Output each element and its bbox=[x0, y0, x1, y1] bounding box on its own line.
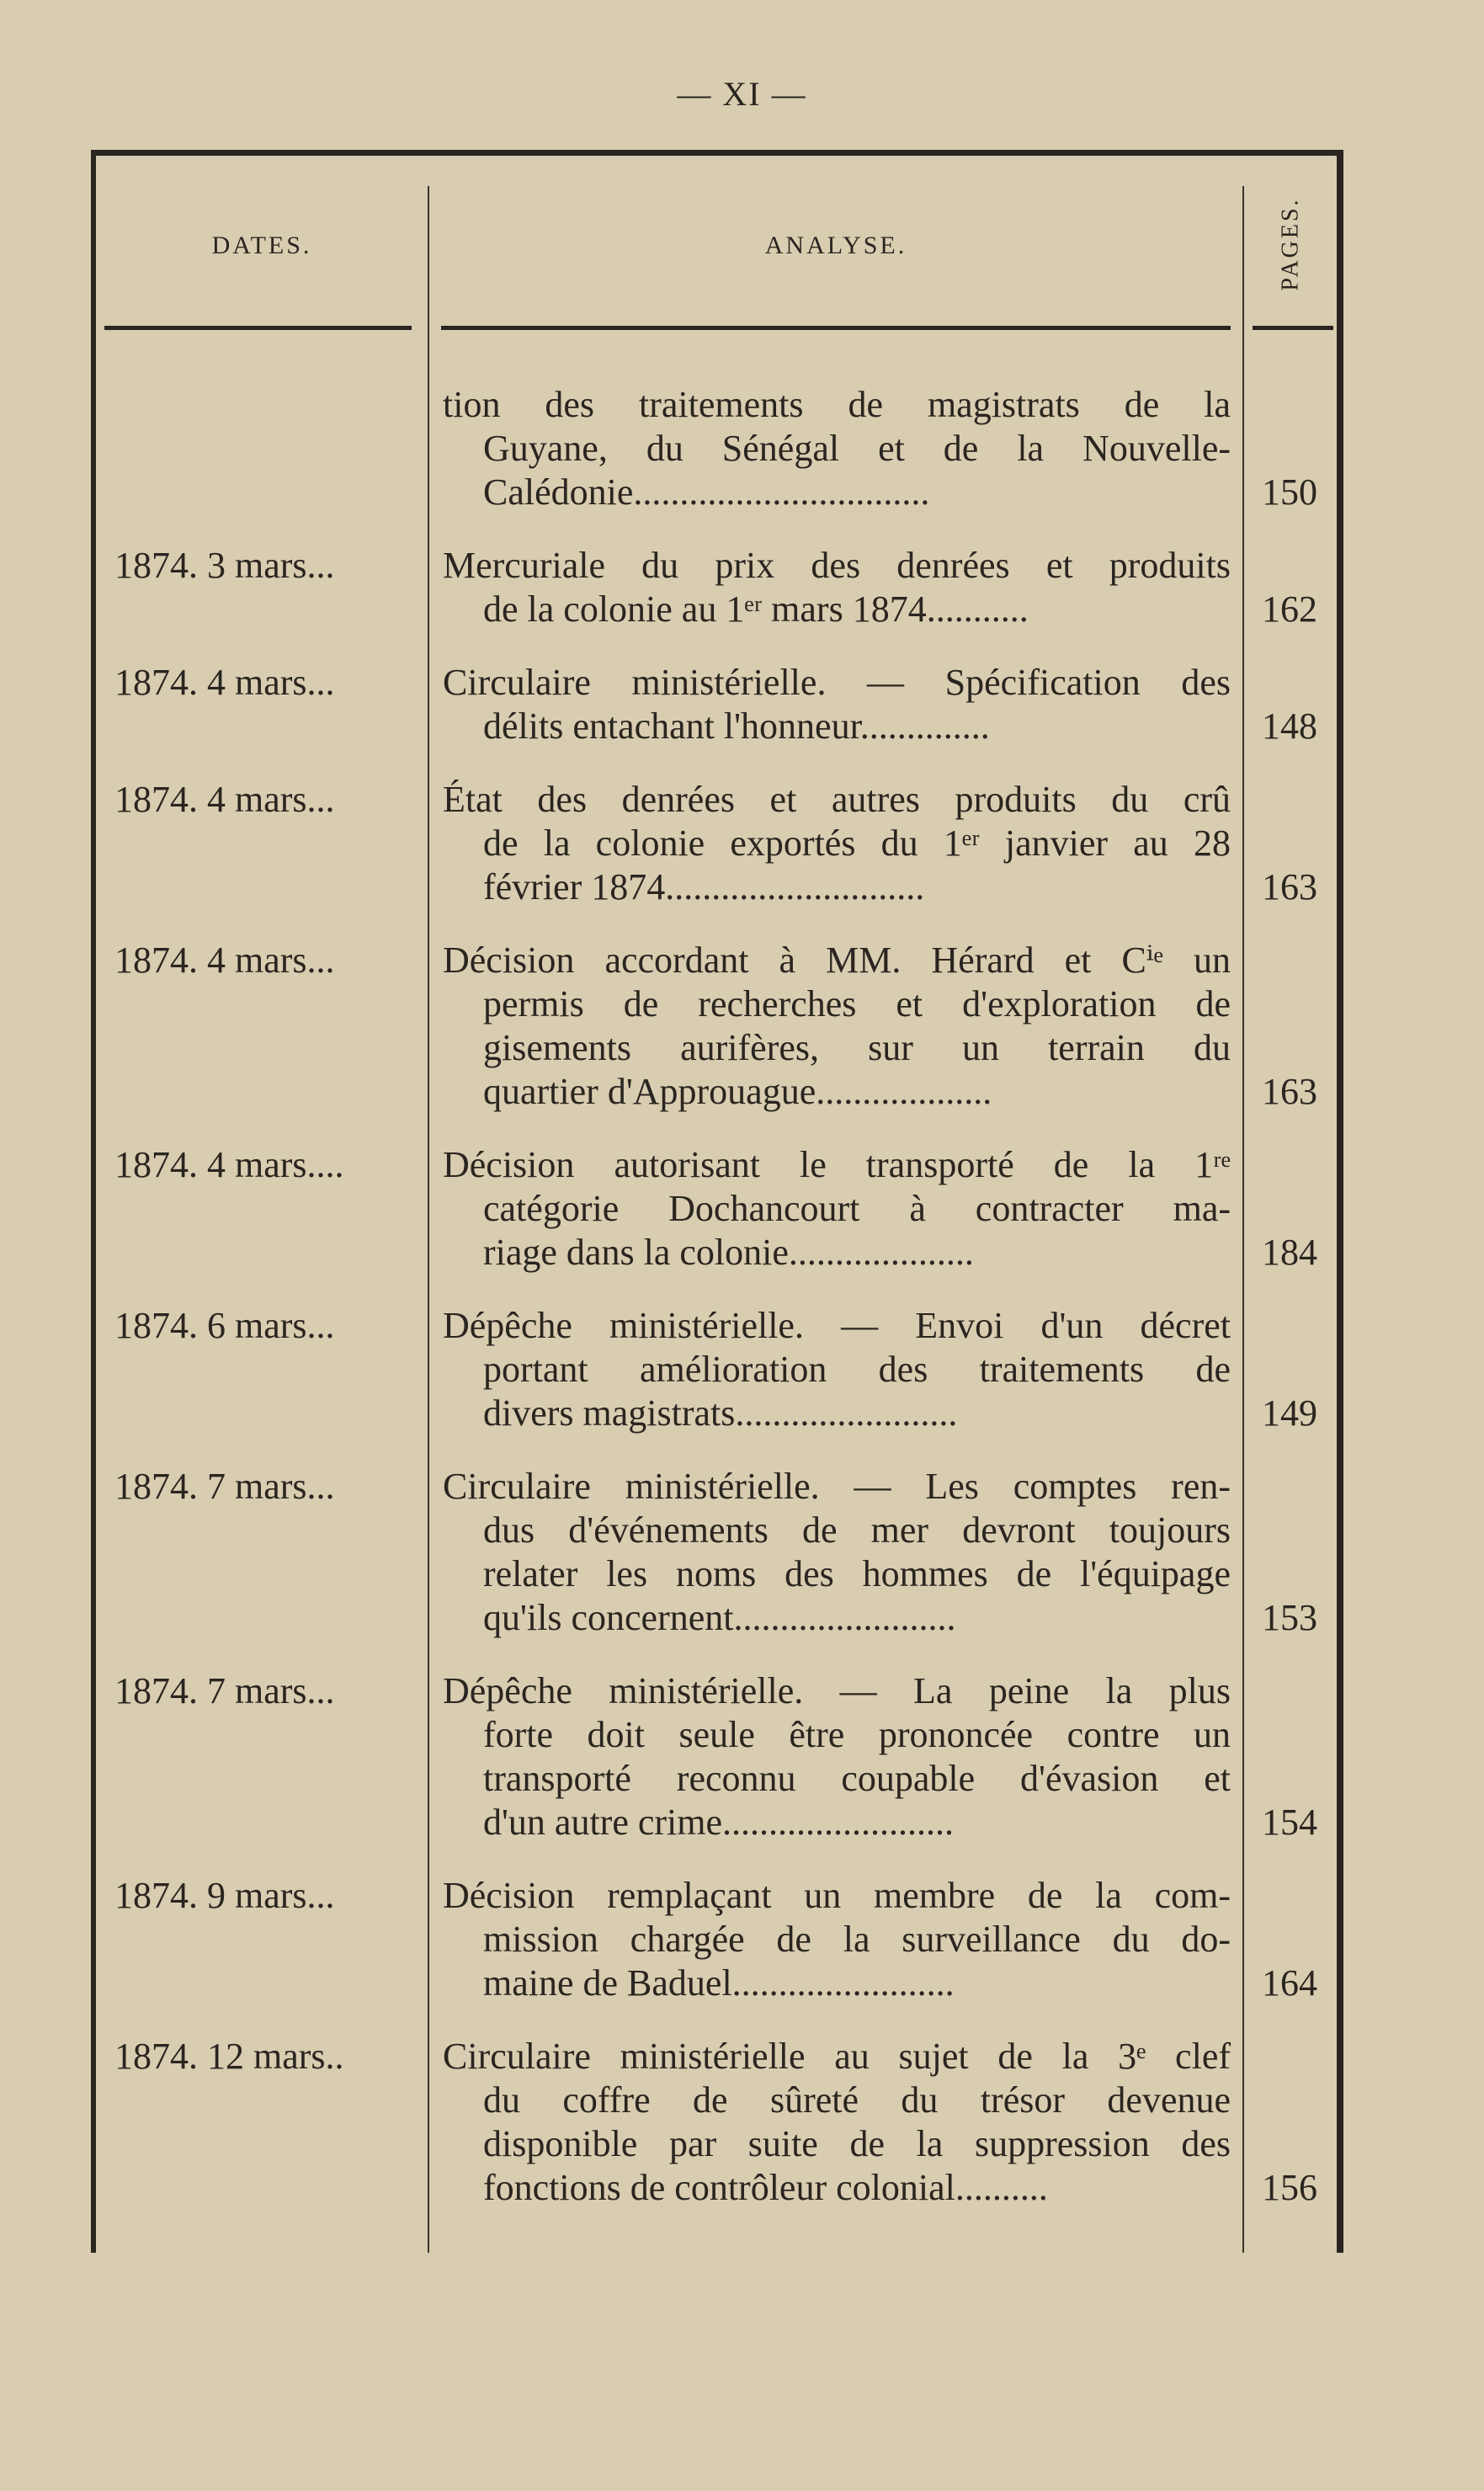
table-row bbox=[96, 778, 1337, 909]
entry-date: 1874. 4 mars... bbox=[114, 779, 335, 820]
entry-page-number: 162 bbox=[1262, 588, 1317, 630]
entry-analysis-line: Décision accordant à MM. Hérard et Cⁱᵉ un bbox=[443, 939, 1231, 981]
entries-list bbox=[96, 383, 1337, 2239]
entry-page-number: 163 bbox=[1262, 1071, 1317, 1112]
entry-analysis-line: État des denrées et autres produits du crû bbox=[443, 779, 1231, 820]
entry-analysis bbox=[428, 1143, 1242, 1275]
entry-analysis-line: d'un autre crime......................... bbox=[483, 1802, 955, 1843]
entry-page-number: 184 bbox=[1262, 1232, 1317, 1273]
entry-date: 1874. 4 mars... bbox=[114, 662, 335, 703]
entry-analysis-line: quartier d'Approuague................... bbox=[483, 1071, 992, 1112]
entry-analysis-line: du coffre de sûreté du trésor devenue bbox=[483, 2079, 1231, 2121]
entry-analysis bbox=[428, 1465, 1242, 1640]
entry-analysis bbox=[428, 544, 1242, 631]
entry-page-number: 153 bbox=[1262, 1597, 1317, 1638]
entry-analysis bbox=[428, 661, 1242, 748]
table-row bbox=[96, 939, 1337, 1114]
header-rule-pages bbox=[1253, 326, 1333, 330]
entry-analysis-line: dus d'événements de mer devront toujours bbox=[483, 1509, 1231, 1551]
table-row bbox=[96, 1874, 1337, 2005]
table-row bbox=[96, 2035, 1337, 2210]
header-pages bbox=[1244, 189, 1338, 299]
entry-analysis-line: Mercuriale du prix des denrées et produits bbox=[443, 545, 1231, 586]
entry-analysis-line: qu'ils concernent........................ bbox=[483, 1597, 956, 1638]
entry-date: 1874. 12 mars.. bbox=[114, 2036, 344, 2077]
entry-analysis bbox=[428, 2035, 1242, 2210]
table-row bbox=[96, 1143, 1337, 1275]
entry-analysis-line: riage dans la colonie.................... bbox=[483, 1232, 974, 1273]
entry-date: 1874. 4 mars... bbox=[114, 939, 335, 981]
table-row bbox=[96, 661, 1337, 748]
entry-analysis-line: portant amélioration des traitements de bbox=[483, 1349, 1231, 1390]
entry-analysis-line: relater les noms des hommes de l'équipage bbox=[483, 1553, 1231, 1594]
entry-analysis-line: divers magistrats........................ bbox=[483, 1392, 958, 1434]
entry-analysis-line: délits entachant l'honneur.............. bbox=[483, 705, 990, 747]
entry-analysis-line: disponible par suite de la suppression des bbox=[483, 2123, 1231, 2164]
entry-analysis-line: Circulaire ministérielle. — Spécification des bbox=[443, 662, 1231, 703]
entry-date: 1874. 7 mars... bbox=[114, 1466, 335, 1507]
page-number: — XI — bbox=[677, 75, 807, 113]
table-row bbox=[96, 1669, 1337, 1844]
header-analyse: ANALYSE. bbox=[764, 232, 907, 259]
header-dates: DATES. bbox=[211, 232, 312, 259]
entry-analysis-line: forte doit seule être prononcée contre un bbox=[483, 1714, 1231, 1755]
table-row bbox=[96, 383, 1337, 514]
entry-analysis-line: Décision remplaçant un membre de la com- bbox=[443, 1875, 1231, 1916]
entry-analysis-line: février 1874............................ bbox=[483, 866, 925, 908]
entry-analysis-line: de la colonie exportés du 1ᵉʳ janvier au 28 bbox=[483, 822, 1231, 864]
entry-page-number: 154 bbox=[1262, 1802, 1317, 1843]
entry-date: 1874. 9 mars... bbox=[114, 1875, 335, 1916]
entry-analysis-line: maine de Baduel........................ bbox=[483, 1962, 955, 2004]
entry-analysis-line: Dépêche ministérielle. — Envoi d'un décret bbox=[443, 1305, 1231, 1346]
entry-page-number: 148 bbox=[1262, 705, 1317, 747]
entry-date: 1874. 6 mars... bbox=[114, 1305, 335, 1346]
table-row bbox=[96, 1465, 1337, 1640]
header-pages-label: PAGES. bbox=[1278, 197, 1304, 291]
entry-analysis bbox=[428, 1304, 1242, 1435]
entry-analysis bbox=[428, 778, 1242, 909]
entry-analysis bbox=[428, 383, 1242, 514]
entry-analysis-line: transporté reconnu coupable d'évasion et bbox=[483, 1758, 1231, 1799]
entry-analysis bbox=[428, 1669, 1242, 1844]
entry-date bbox=[96, 383, 428, 514]
entry-page-number: 163 bbox=[1262, 866, 1317, 908]
entry-analysis-line: Circulaire ministérielle. — Les comptes ren- bbox=[443, 1466, 1231, 1507]
entry-date: 1874. 4 mars.... bbox=[114, 1144, 344, 1185]
entry-analysis bbox=[428, 939, 1242, 1114]
entry-date: 1874. 7 mars... bbox=[114, 1670, 335, 1711]
entry-date: 1874. 3 mars... bbox=[114, 545, 335, 586]
entry-analysis-line: tion des traitements de magistrats de la bbox=[443, 384, 1231, 425]
table-row bbox=[96, 544, 1337, 631]
entry-analysis-line: Calédonie................................ bbox=[483, 471, 930, 513]
entry-page-number: 149 bbox=[1262, 1392, 1317, 1434]
entry-analysis-line: de la colonie au 1ᵉʳ mars 1874........... bbox=[483, 588, 1029, 630]
entry-analysis-line: Circulaire ministérielle au sujet de la 3ᵉ clef bbox=[443, 2036, 1231, 2077]
index-table bbox=[91, 150, 1343, 2253]
entry-analysis-line: gisements aurifères, sur un terrain du bbox=[483, 1027, 1231, 1068]
entry-analysis-line: mission chargée de la surveillance du do- bbox=[483, 1919, 1231, 1960]
header-rule-dates bbox=[104, 326, 412, 330]
entry-page-number: 150 bbox=[1262, 471, 1317, 513]
entry-analysis bbox=[428, 1874, 1242, 2005]
entry-analysis-line: Guyane, du Sénégal et de la Nouvelle- bbox=[483, 428, 1231, 469]
entry-analysis-line: fonctions de contrôleur colonial.......... bbox=[483, 2167, 1048, 2208]
entry-analysis-line: permis de recherches et d'exploration de bbox=[483, 983, 1231, 1025]
entry-analysis-line: Décision autorisant le transporté de la 1ʳᵉ bbox=[443, 1144, 1231, 1185]
entry-analysis-line: catégorie Dochancourt à contracter ma- bbox=[483, 1188, 1231, 1229]
entry-analysis-line: Dépêche ministérielle. — La peine la plus bbox=[443, 1670, 1231, 1711]
header-rule-analyse bbox=[441, 326, 1231, 330]
entry-page-number: 164 bbox=[1262, 1962, 1317, 2004]
table-row bbox=[96, 1304, 1337, 1435]
entry-page-number: 156 bbox=[1262, 2167, 1317, 2208]
